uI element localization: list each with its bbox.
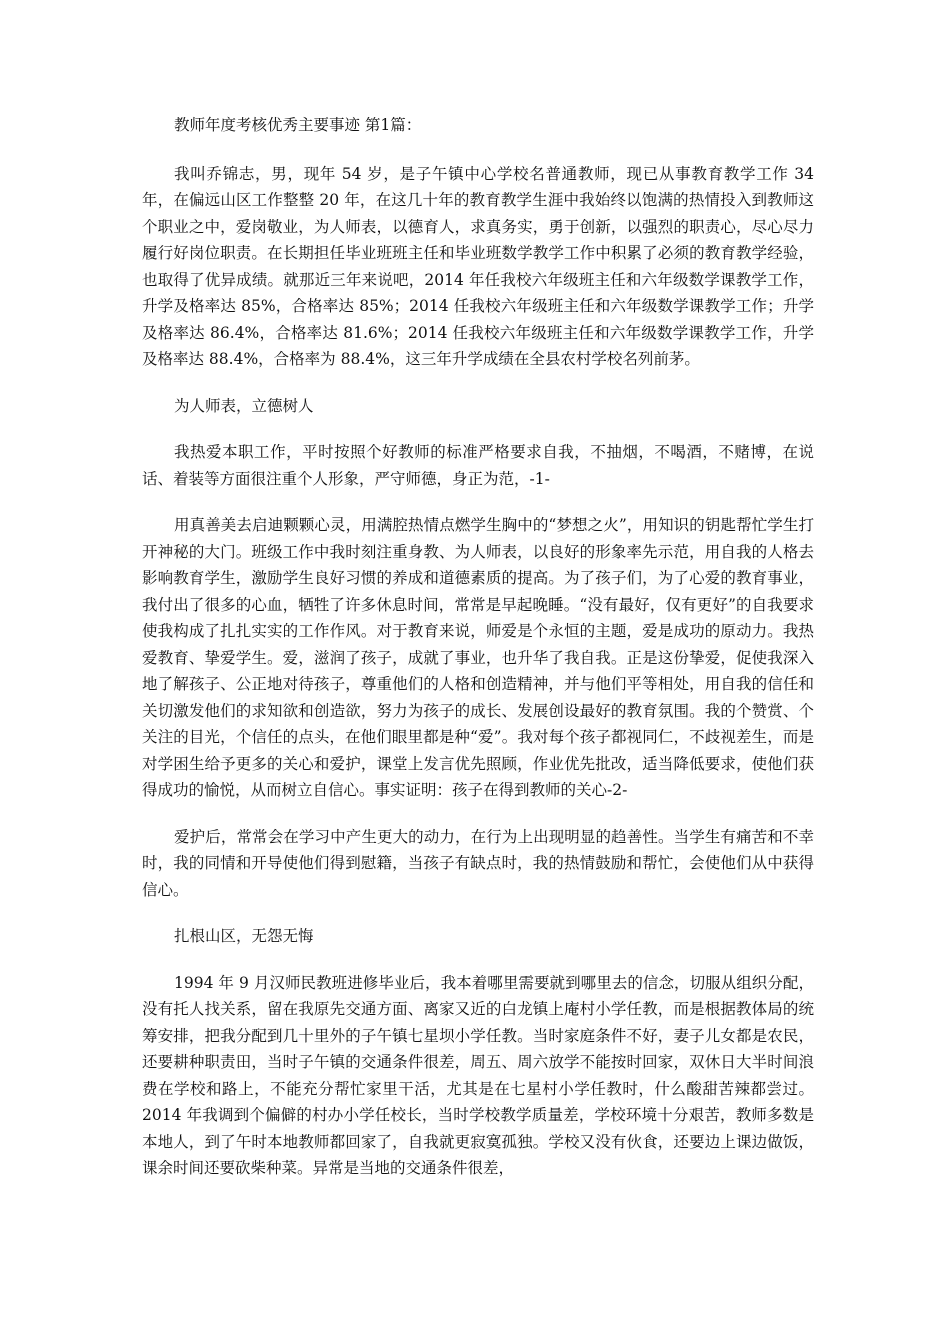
- paragraph-love-for-students: 用真善美去启迪颗颗心灵，用满腔热情点燃学生胸中的“梦想之火”，用知识的钥匙帮忙学生打开神秘的大门。班级工作中我时刻注重身教、为人师表，以良好的形象率先示范，用自我的人格去影响教育学生，激励学生良好习惯的养成和道德素质的提高。为了孩子们，为了心爱的教育事业，我付出了很多的心血，牺牲了许多休息时间，常常是早起晚睡。“没有最好，仅有更好”的自我要求使我构成了扎扎实实的工作作风。对于教育来说，师爱是个永恒的主题，爱是成功的原动力。我热爱教育、挚爱学生。爱，滋润了孩子，成就了事业，也升华了我自我。正是这份挚爱，促使我深入地了解孩子、公正地对待孩子，尊重他们的人格和创造精神，并与他们平等相处，用自我的信任和关切激发他们的求知欲和创造欲，努力为孩子的成长、发展创设最好的教育氛围。我的个赞赏、个关注的目光，个信任的点头，在他们眼里都是种“爱”。我对每个孩子都视同仁，不歧视差生，而是对学困生给予更多的关心和爱护，课堂上发言优先照顾，作业优先批改，适当降低要求，使他们获得成功的愉悦，从而树立自信心。事实证明：孩子在得到教师的关心-2-: [142, 516, 814, 799]
- section-heading-mountain-area: 扎根山区，无怨无悔: [174, 927, 314, 945]
- document-title: 教师年度考核优秀主要事迹 第1篇：: [174, 116, 422, 134]
- paragraph-ethics: 我热爱本职工作，平时按照个好教师的标准严格要求自我，不抽烟，不喝酒，不赌博，在说话、着装等方面很注重个人形象，严守师德，身正为范，-1-: [142, 443, 814, 488]
- paragraph-intro: 我叫乔锦志，男，现年 54 岁，是子午镇中心学校名普通教师，现已从事教育教学工作 34 年，在偏远山区工作整整 20 年，在这几十年的教育教学生涯中我始终以饱满的热情投入到教师这个职业之中，爱岗敬业，为人师表，以德育人，求真务实，勇于创新，以强烈的职责心，尽心尽力履行好岗位职责。在长期担任毕业班班主任和毕业班数学教学工作中积累了必须的教育教学经验，也取得了优异成绩。就那近三年来说吧，2014 年任我校六年级班主任和六年级数学课教学工作，升学及格率达 85%，合格率达 85%；2014 任我校六年级班主任和六年级数学课教学工作；升学及格率达 86.4%，合格率达 81.6%；2014 任我校六年级班主任和六年级数学课教学工作，升学及格率达 88.4%，合格率为 88.4%，这三年升学成绩在全县农村学校名列前茅。: [142, 164, 814, 368]
- section-heading-role-model: 为人师表，立德树人: [174, 396, 314, 415]
- paragraph-mountain-career: 1994 年 9 月汉师民教班进修毕业后，我本着哪里需要就到哪里去的信念，切服从组织分配，没有托人找关系，留在我原先交通方面、离家又近的白龙镇上庵村小学任教，而是根据教体局的统筹安排，把我分配到几十里外的子午镇七星坝小学任教。当时家庭条件不好，妻子儿女都是农民，还要耕种职责田，当时子午镇的交通条件很差，周五、周六放学不能按时回家，双休日大半时间浪费在学校和路上，不能充分帮忙家里干活，尤其是在七星村小学任教时，什么酸甜苦辣都尝过。2014 年我调到个偏僻的村办小学任校长，当时学校教学质量差，学校环境十分艰苦，教师多数是本地人，到了午时本地教师都回家了，自我就更寂寞孤独。学校又没有伙食，还要边上课边做饭，课余时间还要砍柴种菜。异常是当地的交通条件很差，: [142, 973, 814, 1177]
- document-page: [142, 112, 814, 1202]
- paragraph-care-outcome: 爱护后，常常会在学习中产生更大的动力，在行为上出现明显的趋善性。当学生有痛苦和不幸时，我的同情和开导使他们得到慰籍，当孩子有缺点时，我的热情鼓励和帮忙，会使他们从中获得信心。: [142, 827, 814, 899]
